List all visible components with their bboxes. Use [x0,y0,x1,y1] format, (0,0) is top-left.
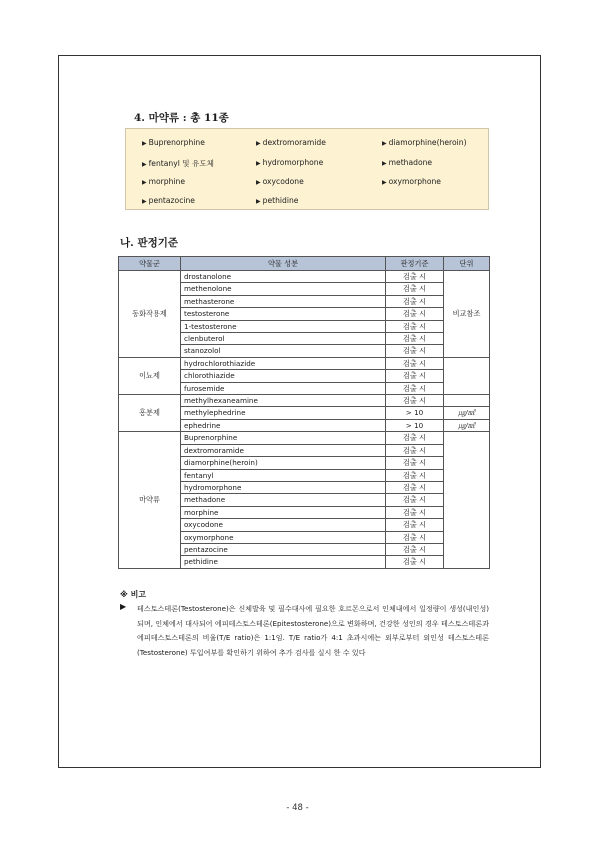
table-row [119,271,490,283]
criteria-cell: 검출 시 [386,395,444,407]
narcotic-name: methadone [388,158,433,167]
narcotic-name: Buprenorphine [148,138,205,147]
narcotic-list-item [142,138,205,147]
criteria-cell: 검출 시 [386,295,444,307]
narcotic-name: dextromoramide [262,138,326,147]
criteria-cell: 검출 시 [386,320,444,332]
table-row [119,395,490,407]
triangle-bullet-icon: ▶ [142,198,147,205]
drug-component-cell: diamorphine(heroin) [181,457,386,469]
unit-cell: 비교참조 [444,271,490,358]
criteria-cell: 검출 시 [386,494,444,506]
narcotic-name: pethidine [262,196,299,205]
narcotic-name: oxycodone [262,177,304,186]
drug-component-cell: hydromorphone [181,481,386,493]
note-arrow-icon: ▶ [120,602,127,611]
triangle-bullet-icon: ▶ [382,140,387,147]
narcotic-name: diamorphine(heroin) [388,138,467,147]
narcotic-list-item [256,196,298,205]
page-number: - 48 - [286,803,309,813]
criteria-cell: 검출 시 [386,370,444,382]
criteria-cell: 검출 시 [386,531,444,543]
table-row [119,357,490,369]
unit-cell: ㎍/㎖ [444,419,490,431]
criteria-cell: 검출 시 [386,283,444,295]
drug-component-cell: stanozolol [181,345,386,357]
criteria-cell: 검출 시 [386,519,444,531]
narcotic-name: hydromorphone [262,158,324,167]
unit-cell [444,395,490,407]
narcotic-list-item [382,158,432,167]
section-4-title: 4. 마약류 : 총 11종 [134,112,229,124]
narcotic-name: morphine [148,177,186,186]
triangle-bullet-icon: ▶ [382,160,387,167]
criteria-cell: 검출 시 [386,457,444,469]
narcotic-name: pentazocine [148,196,195,205]
table-row [119,432,490,444]
drug-component-cell: hydrochlorothiazide [181,357,386,369]
unit-cell [444,432,490,568]
unit-cell [444,357,490,394]
drug-group-cell: 동화작용제 [119,271,181,358]
drug-component-cell: pethidine [181,556,386,568]
narcotic-list-item [256,138,326,147]
criteria-cell: 검출 시 [386,556,444,568]
drug-component-cell: 1-testosterone [181,320,386,332]
drug-component-cell: methylhexaneamine [181,395,386,407]
drug-component-cell: clenbuterol [181,333,386,345]
header-drug-group: 약물군 [119,257,181,271]
narcotic-name: fentanyl 및 유도체 [148,159,215,168]
drug-component-cell: fentanyl [181,469,386,481]
narcotics-list-box [125,128,489,210]
criteria-cell: 검출 시 [386,271,444,283]
criteria-cell: 검출 시 [386,469,444,481]
drug-group-cell: 이뇨제 [119,357,181,394]
drug-component-cell: methenolone [181,283,386,295]
header-unit: 단위 [444,257,490,271]
drug-component-cell: oxycodone [181,519,386,531]
criteria-cell: 검출 시 [386,481,444,493]
drug-component-cell: testosterone [181,308,386,320]
triangle-bullet-icon: ▶ [256,198,261,205]
criteria-cell: 검출 시 [386,444,444,456]
triangle-bullet-icon: ▶ [256,160,261,167]
drug-component-cell: oxymorphone [181,531,386,543]
criteria-cell: 검출 시 [386,308,444,320]
note-title: ※ 비고 [120,590,147,599]
table-header-row [119,257,490,271]
note-text: 테스토스테론(Testosterone)은 신체발육 및 필수대사에 필요한 호르몬으로서 인체내에서 일정량이 생성(내인성) 되며, 인체에서 대사되어 에피테스토스테론(Epitestosterone)으로 변화하며, 건강한 성인의 경우 테스토스테론과 에피테스토스테론의 비율(T/E ratio)은 1:1임. T/E ratio가 4:1 초과시에는 외부로부터 외인성 테스토스테론(Testosterone) 투입여부를 확인하기 위하여 추가 검사를 실시 한 수 있다 [137,604,489,657]
criteria-cell: 검출 시 [386,382,444,394]
narcotic-list-item [382,177,441,186]
narcotic-list-item [256,158,323,167]
header-criteria: 판정기준 [386,257,444,271]
drug-component-cell: Buprenorphine [181,432,386,444]
triangle-bullet-icon: ▶ [382,179,387,186]
narcotic-name: oxymorphone [388,177,441,186]
header-drug-component: 약물 성분 [181,257,386,271]
criteria-cell: > 10 [386,407,444,419]
triangle-bullet-icon: ▶ [142,161,147,168]
drug-component-cell: methylephedrine [181,407,386,419]
narcotic-list-item [382,138,467,147]
narcotic-list-item [256,177,304,186]
drug-component-cell: methadone [181,494,386,506]
criteria-table [118,256,490,569]
criteria-cell: 검출 시 [386,345,444,357]
criteria-cell: 검출 시 [386,432,444,444]
drug-component-cell: morphine [181,506,386,518]
section-na-title: 나. 판정기준 [120,237,179,249]
criteria-cell: > 10 [386,419,444,431]
triangle-bullet-icon: ▶ [256,179,261,186]
criteria-cell: 검출 시 [386,543,444,555]
drug-component-cell: ephedrine [181,419,386,431]
narcotic-list-item [142,196,195,205]
criteria-cell: 검출 시 [386,506,444,518]
drug-component-cell: pentazocine [181,543,386,555]
criteria-cell: 검출 시 [386,357,444,369]
drug-group-cell: 흥분제 [119,395,181,432]
drug-component-cell: dextromoramide [181,444,386,456]
drug-component-cell: chlorothiazide [181,370,386,382]
criteria-cell: 검출 시 [386,333,444,345]
triangle-bullet-icon: ▶ [142,140,147,147]
drug-component-cell: methasterone [181,295,386,307]
narcotic-list-item [142,158,214,169]
narcotic-list-item [142,177,185,186]
triangle-bullet-icon: ▶ [256,140,261,147]
drug-group-cell: 마약류 [119,432,181,568]
unit-cell: ㎍/㎖ [444,407,490,419]
triangle-bullet-icon: ▶ [142,179,147,186]
drug-component-cell: furosemide [181,382,386,394]
drug-component-cell: drostanolone [181,271,386,283]
